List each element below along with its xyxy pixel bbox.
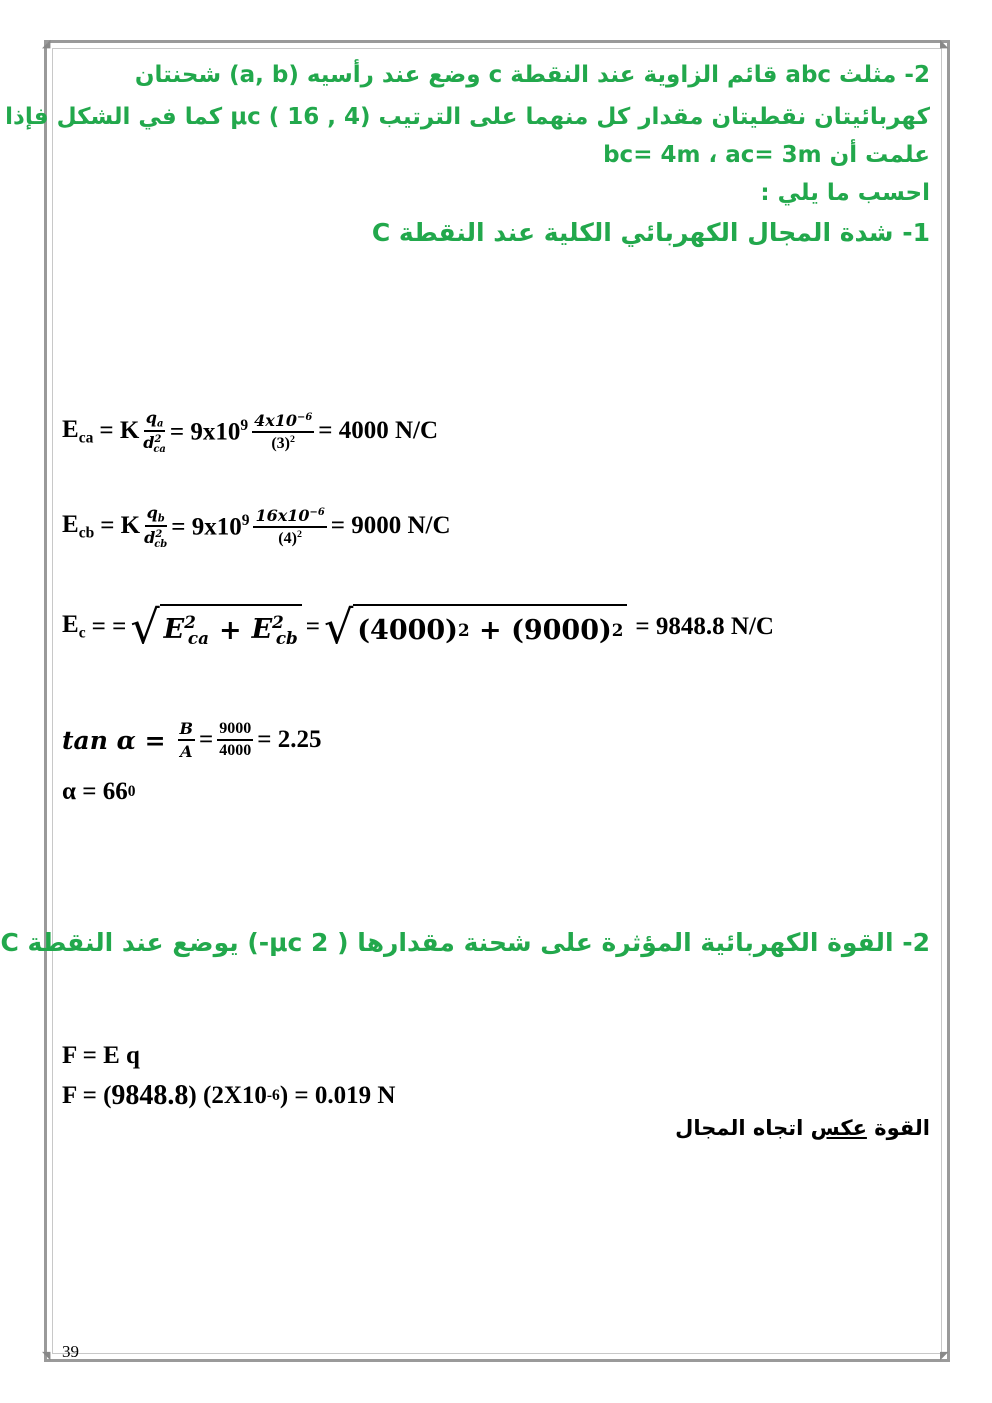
ec-sqrt-numeric: √ (4000) 2 + (9000) 2 [324,604,627,650]
equation-e-ca [62,408,438,455]
force-direction-note: القوة عكس اتجاه المجال [675,1116,930,1140]
corner-ornament-tl: ◢ [42,37,51,50]
question-line-4: احسب ما يلي : [760,180,930,206]
equation-e-cb [62,503,451,550]
ecb-fraction-numeric: $\frac{16x10^{-6}}{(4)^2}$ [255,505,325,547]
eca-constant: = $9x10^9$ [169,416,249,446]
question-line-2: كهربائيتان نقطيتان مقدار كل منهما على الترتيب μc ( 16 , 4) كما في الشكل فإذا [5,104,930,130]
corner-ornament-bl: ◥ [42,1349,51,1362]
equation-e-c [62,600,774,654]
eca-fraction-symbolic: $\frac{q_a}{d^2_{ca}}$ [143,408,166,455]
eca-result: = 4000 N/C [318,417,439,445]
tan-result: = 2.25 [257,726,322,753]
force-calculation: F = ( 9848.8 ) (2X10 -6 ) = 0.019 N [62,1080,396,1111]
equation-alpha: α = 66 0 [62,778,136,805]
part-1-heading: 1- شدة المجال الكهربائي الكلية عند النقطة C [371,218,930,247]
tan-lhs: tan α = [62,725,166,755]
ecb-k: = K [100,512,141,540]
ec-sqrt-symbolic: √ $E^2_{ca}$ + $E^2_{cb}$ [130,604,301,650]
eca-lhs: $E_{ca}$ [62,415,94,447]
tan-fraction-symbolic: $\frac{B}{A}$ [179,719,194,761]
ecb-fraction-symbolic: $\frac{q_b}{d^2_{cb}}$ [144,503,168,550]
eca-fraction-numeric: $\frac{4x10^{-6}}{(3)^2}$ [254,410,313,452]
ec-lhs: $E_c$ [62,611,86,642]
question-line-1: 2- مثلث abc قائم الزاوية عند النقطة c وضع عند رأسيه (a, b) شحنتان [134,62,930,88]
corner-ornament-br: ◤ [940,1349,949,1362]
equation-tan-alpha [62,719,322,761]
ecb-lhs: $E_{cb}$ [62,510,95,542]
force-formula: F = E q [62,1042,140,1069]
ecb-constant: = $9x10^9$ [171,511,250,541]
tan-equals: = [199,726,214,753]
ec-equals-2: = [305,613,320,640]
ec-result: = 9848.8 N/C [635,613,774,640]
eca-k: = K [99,417,140,445]
corner-ornament-tr: ◣ [940,37,949,50]
ecb-result: = 9000 N/C [330,512,451,540]
part-2-heading: 2- القوة الكهربائية المؤثرة على شحنة مقدارها ( μc 2-) يوضع عند النقطة C [0,928,930,957]
ec-equals: = = [91,613,127,640]
page-number: 39 [62,1342,79,1361]
question-line-3: علمت أن bc= 4m ، ac= 3m [603,142,930,168]
tan-fraction-numeric: $\frac{9000}{4000}$ [219,720,252,759]
